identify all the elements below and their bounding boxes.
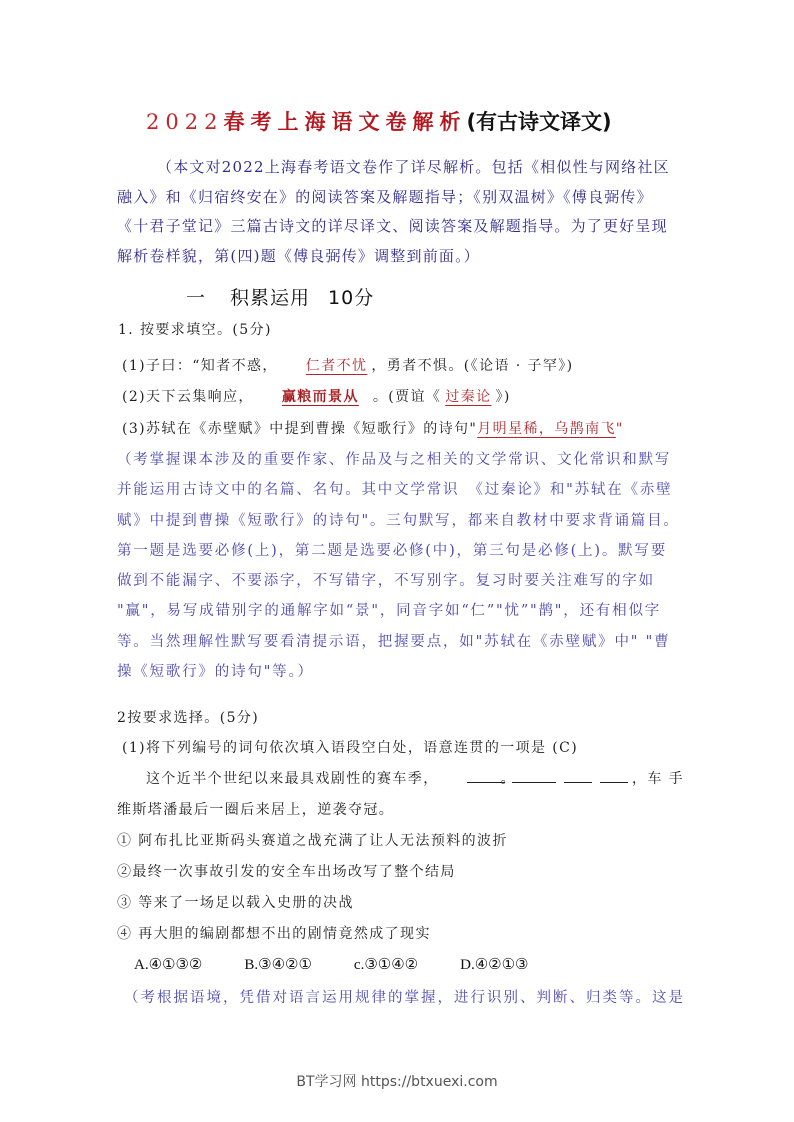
title-subtitle: (有古诗文译文) — [466, 110, 612, 134]
blank-3 — [564, 768, 592, 783]
question-1-item-1 — [122, 355, 573, 375]
answer-fill: 月明星稀，乌鹊南飞 — [477, 421, 616, 437]
item-prefix: (3)苏轼在《赤壁赋》中提到曹操《短歌行》的诗句" — [122, 421, 478, 437]
question-1-header: 1. 按要求填空。(5分) — [118, 322, 272, 338]
question-1-explanation: （考掌握课本涉及的重要作家、作品及与之相关的文学常识、文化常识和默写并能运用古诗文中的名篇、名句。其中文学常识 《过秦论》和"苏轼在《赤壁赋》中提到曹操《短歌行》的诗句"。三句默写，都来自教材中要求背诵篇目。第一题是选要必修(上)，第二题是选要必修(中)，第三句是必修(上)。默写要做到不能漏字、不要添字，不写错字，不写别字。复习时要关注难写的字如 "赢"，易写成错别字的通解字如“景"，同音字如“仁”"忧”"鹊"，还有相似字等。当然理解性默写要看清提示语，把握要点，如"苏轼在《赤壁赋》中" "曹操《短歌行》的诗句"等。） — [117, 452, 680, 681]
item-middle: 。(贾谊《 — [372, 389, 442, 405]
title-year: 2022 — [146, 110, 224, 134]
item-suffix: " — [615, 421, 624, 437]
item-prefix: (1)子曰：“知者不惑， — [122, 358, 278, 374]
option-item-2: ②最终一次事故引发的安全车出场改写了整个结局 — [117, 864, 456, 880]
footer-watermark: BT学习网 https://btxuexi.com — [296, 1074, 498, 1090]
passage-mid: 。 — [500, 771, 517, 787]
question-2-item-1: (1)将下列编号的词句依次填入语段空白处，语意连贯的一项是 (C) — [122, 740, 579, 756]
blank-2 — [512, 768, 556, 783]
question-1-item-2 — [122, 386, 511, 406]
question-2-passage-line-1 — [146, 768, 684, 788]
section-number: 一 — [186, 287, 207, 309]
title-main: 春考上海语文卷解析 — [223, 110, 467, 134]
option-item-4: ④ 再大胆的编剧都想不出的剧情竟然成了现实 — [117, 926, 431, 942]
page-title — [146, 106, 612, 136]
choice-b: B.③④②① — [244, 957, 312, 973]
intro-paragraph: （本文对2022上海春考语文卷作了详尽解析。包括《相似性与网络社区融入》和《归宿终安在》的阅读答案及解题指导；《别双温树》《傅良弼传》《十君子堂记》三篇古诗文的详尽译文、阅读答案及解题指导。为了更好呈现解析卷样貌，第(四)题《傅良弼传》调整到前面。） — [117, 158, 670, 265]
blank-1 — [467, 768, 505, 783]
choice-a: A.④①③② — [134, 957, 203, 973]
answer-fill: 赢粮而景从 — [281, 389, 359, 405]
option-item-3: ③ 等来了一场足以载入史册的决战 — [117, 895, 354, 911]
answer-fill: 仁者不忧 — [305, 358, 368, 374]
choice-d: D.④②①③ — [460, 957, 529, 973]
item-prefix: (2)天下云集响应， — [122, 389, 254, 405]
section-heading — [186, 283, 374, 310]
question-2-passage-line-2: 维斯塔潘最后一圈后来居上，逆袭夺冠。 — [117, 802, 395, 818]
choice-c: c.③①④② — [353, 957, 419, 973]
blank-4 — [600, 768, 628, 783]
item-suffix: ，勇者不惧。(《论语 · 子罕》) — [371, 358, 574, 374]
option-item-1: ① 阿布扎比亚斯码头赛道之战充满了让人无法预料的波折 — [117, 833, 508, 849]
passage-end: ，车 手 — [632, 771, 685, 787]
section-name: 积累运用 — [230, 287, 311, 309]
question-1-item-3 — [122, 418, 624, 438]
answer-choices — [134, 955, 571, 974]
item-suffix: 》) — [495, 389, 511, 405]
answer-fill-2: 过秦论 — [445, 389, 492, 405]
passage-start: 这个近半个世纪以来最具戏剧性的赛车季， — [146, 771, 439, 787]
section-score: 10分 — [328, 287, 375, 309]
question-2-header: 2按要求选择。(5分) — [117, 710, 260, 726]
question-2-explanation: （考根据语境，凭借对语言运用规律的掌握，进行识别、判断、归类等。这是 — [124, 990, 685, 1006]
